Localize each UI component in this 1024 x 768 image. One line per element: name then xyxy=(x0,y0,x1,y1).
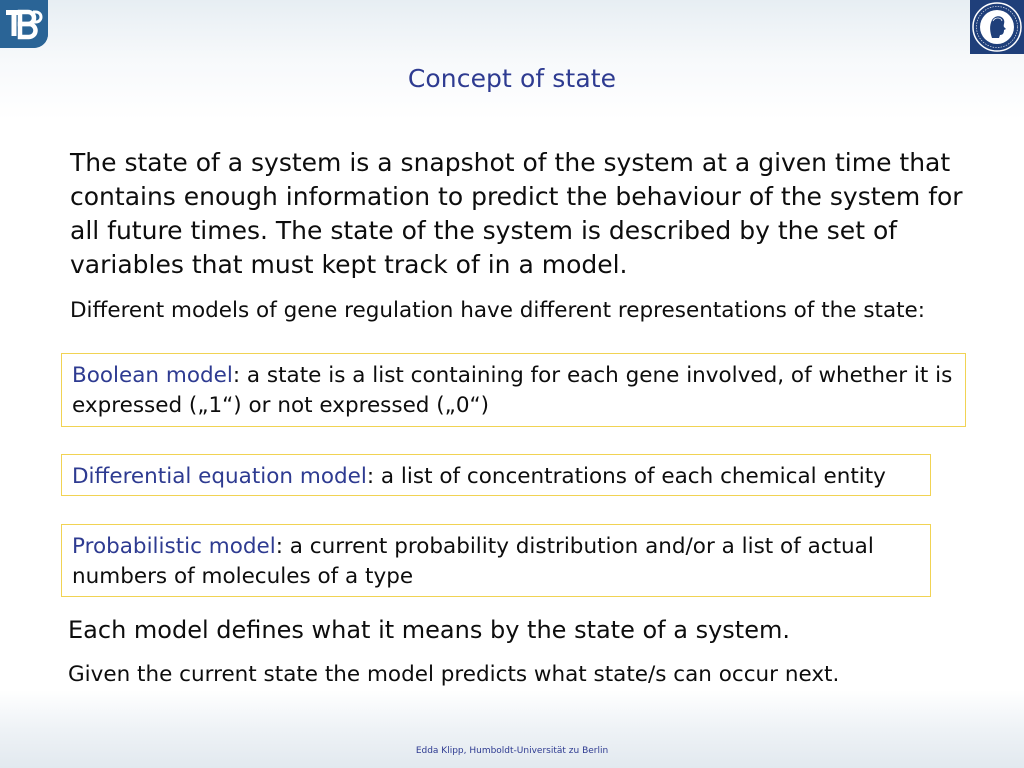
probabilistic-model-box xyxy=(61,524,931,597)
university-seal-icon xyxy=(970,0,1024,54)
probabilistic-model-description: : a current probability distribution and/or a list of actual numbers of molecules of a type xyxy=(72,534,874,589)
differential-model-box xyxy=(61,454,931,496)
slide-footer: Edda Klipp, Humboldt-Universität zu Berlin xyxy=(415,746,609,756)
each-model-sentence: Each model defines what it means by the state of a system. xyxy=(68,616,790,644)
differential-model-description: : a list of concentrations of each chemical entity xyxy=(366,464,886,489)
boolean-model-description: : a state is a list containing for each gene involved, of whether it is expressed („1“) or not expressed („0“) xyxy=(72,363,953,418)
given-state-sentence: Given the current state the model predicts what state/s can occur next. xyxy=(68,662,840,687)
state-definition-paragraph: The state of a system is a snapshot of the system at a given time that contains enough information to predict the behaviour of the system for all future times. The state of the system is described by the set of variables that must kept track of in a model. xyxy=(70,148,963,279)
probabilistic-model-name: Probabilistic model xyxy=(72,534,276,559)
tbp-logo-icon xyxy=(0,0,48,48)
slide-title: Concept of state xyxy=(407,64,617,93)
models-intro-paragraph: Different models of gene regulation have different representations of the state: xyxy=(70,298,926,323)
boolean-model-name: Boolean model xyxy=(72,363,233,388)
differential-model-name: Differential equation model xyxy=(72,464,367,489)
boolean-model-box xyxy=(61,353,966,427)
